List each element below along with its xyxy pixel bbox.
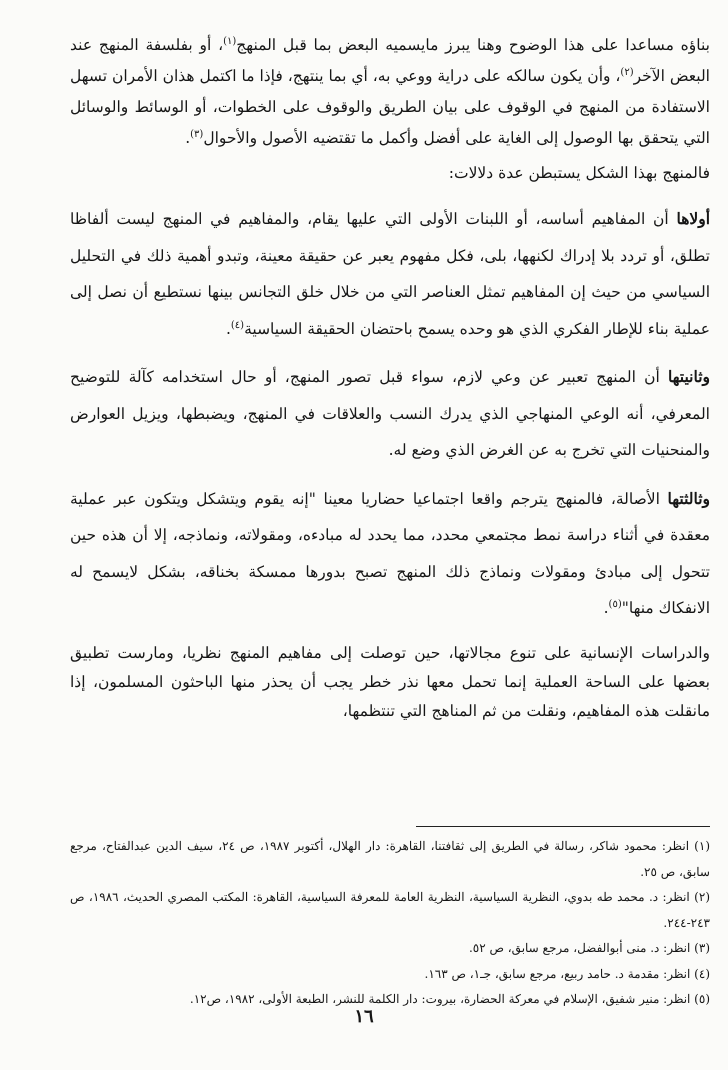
paragraph-3-text: أن المفاهيم أساسه، أو اللبنات الأولى التي عليها يقام، والمفاهيم في المنهج ليست ألفاظا تطلق، أو تردد بلا إدراك لكنهها، بلى، فكل مفهوم يعبر عن حقيقة معينة، وتبدو أهمية ذلك في التحليل السياسي من حيث إن المفاهيم تمثل العناصر التي من خلال خلق التجانس بينها نستطيع أن نصل إلى عملية بناء للإطار الفكري الذي هو وحده يسمح باحتضان الحقيقة السياسية (70, 210, 710, 338)
footnote-2: (٢) انظر: د. محمد طه بدوي، النظرية السياسية، النظرية العامة للمعرفة السياسية، القاهرة: المكتب المصري الحديث، ١٩٨٦، ص ٢٤٣-٢٤٤. (70, 890, 710, 930)
paragraph-1-text-b: ، أو بفلسفة المنهج عند البعض الآخر (70, 36, 710, 85)
paragraph-3 (70, 201, 710, 347)
footnote-1: (١) انظر: محمود شاكر، رسالة في الطريق إلى ثقافتنا، القاهرة: دار الهلال، أكتوبر ١٩٨٧، ص ٢٤، سيف الدين عبدالفتاح، مرجع سابق، ص ٢٥. (70, 839, 711, 879)
paragraph-5-lead: وثالثتها (667, 488, 710, 508)
paragraph-1-text-a: بناؤه مساعدا على هذا الوضوح وهنا يبرز مايسميه البعض بما قبل المنهج (236, 36, 710, 54)
footnotes (70, 834, 710, 1013)
paragraph-4-text: أن المنهج تعبير عن وعي لازم، سواء قبل تصور المنهج، أو حال استخدامه كآلة للتوضيح المعرفي، أنه الوعي المنهاجي الذي يدرك النسب والعلاقات في المنهج، ويضبطها، ويزيل العوارض والمنحنيات التي تخرج به عن الغرض الذي وضع له. (70, 368, 710, 459)
paragraph-6: والدراسات الإنسانية على تنوع مجالاتها، حين توصلت إلى مفاهيم المنهج نظريا، ومارست تطبيق بعضها على الساحة العملية إنما تحمل معها نذر خطر يجب أن يحذر منها الباحثون المسلمون، إذا مانقلت هذه المفاهيم، ونقلت من ثم المناهج التي تنتظمها، (70, 643, 710, 720)
paragraph-1 (70, 30, 710, 154)
paragraph-5-end: . (603, 599, 609, 617)
paragraph-5-text: الأصالة، فالمنهج يترجم واقعا اجتماعيا حضاريا معينا "إنه يقوم ويتشكل ويتكون عبر عملية معقدة في أثناء دراسة نمط مجتمعي محدد، مما يحدد له مبادءه، ومقولاته، ونماذجه، إلا أن هذه حين تتحول إلى مبادئ ومقولات ونماذج ذلك المنهج تصبح بدورها ممسكة بخناقه، بشكل لايسمح له الانفكاك منها" (70, 489, 710, 617)
paragraph-1-end: . (185, 129, 191, 147)
paragraph-3-end: . (225, 319, 231, 338)
paragraph-3-lead: أولاها (676, 209, 710, 228)
footnote-separator (416, 826, 710, 827)
paragraph-1-text-c: ، وأن يكون سالكه على دراية ووعي به، أي بما ينتهج، فإذا ما اكتمل هذان الأمران تسهل الاستفادة من المنهج في الوقوف على بيان الطريق والوقوف على الخطوات، أو الوسائط والوسائل التي يتحقق بها الوصول إلى الغاية على أفضل وأكمل ما تقتضيه الأصول والأحوال (70, 67, 710, 147)
footnote-ref-2[interactable]: (٢) (620, 66, 634, 78)
paragraph-2: فالمنهج بهذا الشكل يستبطن عدة دلالات: (448, 164, 710, 182)
footnote-ref-1[interactable]: (١) (223, 35, 237, 47)
paragraph-4 (70, 359, 710, 469)
footnote-5: (٥) انظر: منير شفيق، الإسلام في معركة الحضارة، بيروت: دار الكلمة للنشر، الطبعة الأولى، ١٩٨٢، ص١٢. (189, 992, 710, 1006)
page-number: ١٦ (354, 1006, 374, 1027)
footnote-ref-5[interactable]: (٥) (608, 598, 622, 610)
footnote-ref-4[interactable]: (٤) (230, 319, 245, 331)
footnote-4: (٤) انظر: مقدمة د. حامد ربيع، مرجع سابق، جـ١، ص ١٦٣. (424, 966, 710, 981)
paragraph-4-lead: وثانيتها (667, 367, 710, 386)
paragraph-5 (70, 481, 710, 627)
footnote-ref-3[interactable]: (٣) (190, 128, 204, 140)
page-body (70, 30, 710, 726)
footnote-3: (٣) انظر: د. منى أبوالفضل، مرجع سابق، ص ٥٢. (468, 941, 710, 955)
